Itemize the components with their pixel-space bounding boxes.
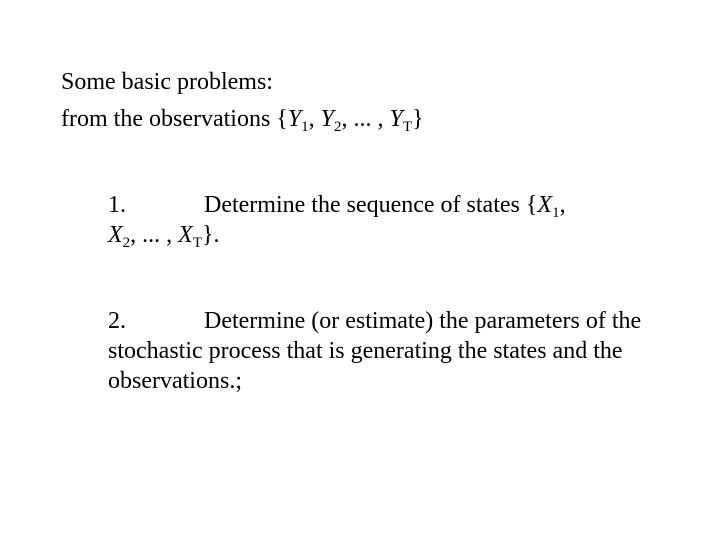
yt-subscript: T bbox=[402, 119, 413, 135]
x2-symbol: X bbox=[108, 222, 123, 248]
y2-symbol: Y bbox=[320, 106, 335, 132]
x2-subscript: 2 bbox=[122, 235, 131, 251]
item-text: Determine the sequence of states { bbox=[204, 192, 538, 218]
item-mid: , ... , bbox=[130, 222, 179, 248]
observations-sep: , bbox=[308, 106, 321, 132]
item-number: 1. bbox=[108, 192, 126, 218]
item-suffix: }. bbox=[202, 222, 220, 248]
list-item bbox=[108, 306, 668, 396]
list-item bbox=[108, 190, 668, 250]
item-text: Determine (or estimate) the parameters of the stochastic process that is generating the states and the observations.; bbox=[108, 308, 642, 394]
observations-prefix: from the observations { bbox=[61, 106, 288, 132]
heading: Some basic problems: bbox=[61, 69, 273, 95]
item-number: 2. bbox=[108, 308, 126, 334]
xt-subscript: T bbox=[192, 235, 203, 251]
observations-suffix: } bbox=[412, 106, 424, 132]
x1-symbol: X bbox=[537, 192, 553, 218]
item-sep: , bbox=[559, 192, 566, 218]
y1-symbol: Y bbox=[287, 106, 302, 132]
y1-subscript: 1 bbox=[301, 119, 309, 135]
y2-subscript: 2 bbox=[334, 119, 342, 135]
yt-symbol: Y bbox=[389, 106, 403, 132]
xt-symbol: X bbox=[178, 222, 193, 248]
intro-block bbox=[61, 64, 424, 138]
observations-line bbox=[61, 101, 424, 138]
observations-mid: , ... , bbox=[341, 106, 390, 132]
x1-subscript: 1 bbox=[552, 205, 560, 221]
